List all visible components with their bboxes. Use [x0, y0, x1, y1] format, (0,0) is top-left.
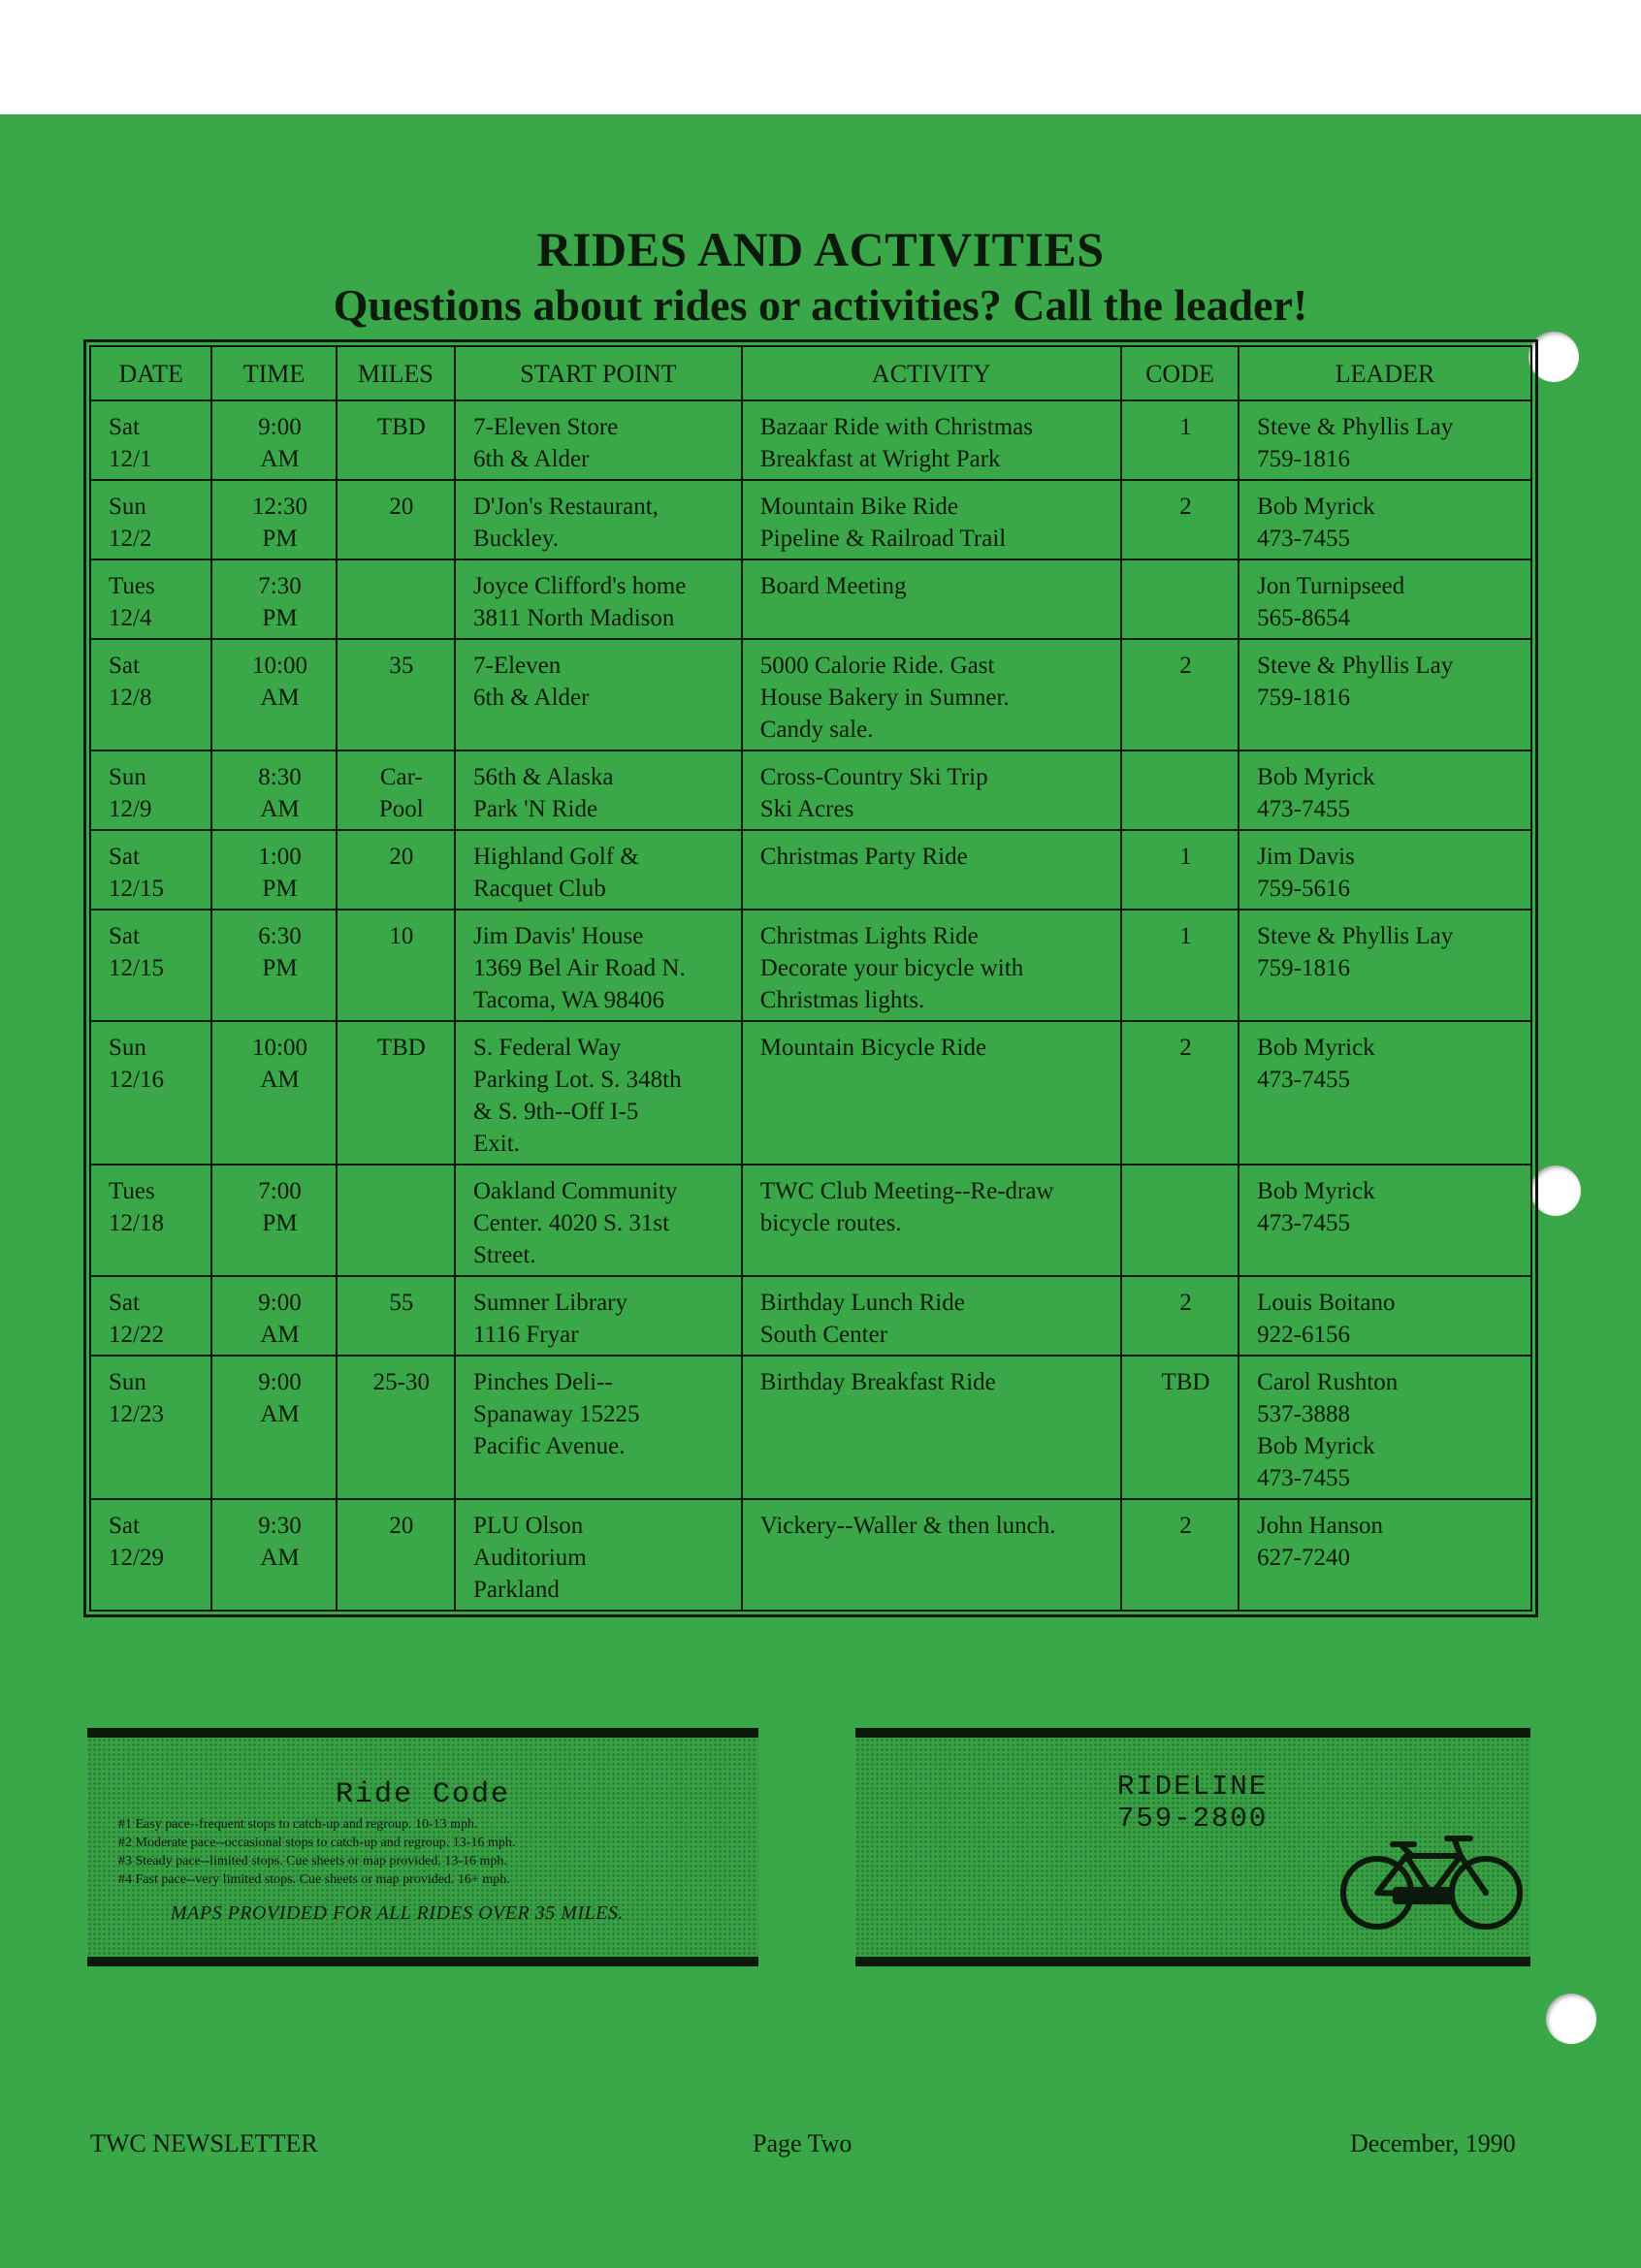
time-cell	[211, 751, 336, 830]
rideline-phone: 759-2800	[1117, 1803, 1269, 1835]
ride-miles: 20	[389, 494, 414, 520]
ride-start-point: 56th & Alaska Park 'N Ride	[473, 764, 614, 822]
ride-leader: Steve & Phyllis Lay 759-1816	[1257, 653, 1454, 711]
date-cell	[90, 751, 211, 830]
ride-time: 7:30	[258, 573, 302, 599]
time-cell	[211, 1356, 336, 1499]
ride-leader: Steve & Phyllis Lay 759-1816	[1257, 923, 1454, 981]
ride-date: 12/2	[109, 526, 152, 552]
activity-cell	[742, 1499, 1121, 1611]
ride-date: 12/9	[109, 796, 152, 822]
page-subtitle: Questions about rides or activities? Call the leader!	[333, 280, 1308, 330]
ride-time: 6:30	[258, 923, 302, 949]
ride-miles: 55	[389, 1290, 414, 1316]
leader-cell	[1239, 1021, 1531, 1165]
ride-activity: Christmas Party Ride	[759, 844, 968, 870]
time-cell	[211, 400, 336, 480]
ride-miles: TBD	[376, 414, 426, 440]
ride-code-item: #1 Easy pace--frequent stops to catch-up and regroup. 10-13 mph.	[118, 1817, 478, 1832]
date-cell	[90, 639, 211, 751]
ride-am-pm: AM	[260, 1401, 300, 1427]
ride-code: 2	[1179, 1290, 1192, 1316]
date-cell	[90, 910, 211, 1021]
miles-cell	[337, 830, 455, 910]
activity-cell	[742, 400, 1121, 480]
miles-cell	[337, 910, 455, 1021]
ride-date: 12/1	[109, 446, 152, 472]
ride-time: 10:00	[252, 1035, 307, 1061]
activity-cell	[742, 830, 1121, 910]
ride-time: 9:00	[258, 1369, 302, 1395]
activity-cell	[742, 480, 1121, 559]
ride-am-pm: PM	[262, 955, 298, 981]
ride-am-pm: AM	[260, 1545, 300, 1571]
ride-date: 12/16	[109, 1067, 164, 1093]
table-row	[90, 559, 1531, 639]
ride-time: 9:30	[258, 1513, 302, 1539]
rides-table	[89, 345, 1532, 1612]
start-point-cell	[455, 1276, 742, 1356]
ride-leader: Bob Myrick 473-7455	[1257, 1178, 1375, 1236]
ride-activity: Christmas Lights Ride Decorate your bicycle with Christmas lights.	[759, 923, 1024, 1013]
leader-cell	[1239, 1356, 1531, 1499]
leader-cell	[1239, 400, 1531, 480]
code-cell	[1121, 830, 1239, 910]
ride-day: Sat	[109, 653, 140, 679]
ride-day: Sun	[109, 494, 146, 520]
ride-time: 10:00	[252, 653, 307, 679]
ride-start-point: 7-Eleven 6th & Alder	[473, 653, 590, 711]
code-cell	[1121, 1021, 1239, 1165]
activity-cell	[742, 559, 1121, 639]
ride-date: 12/18	[109, 1210, 164, 1236]
ride-activity: Board Meeting	[759, 573, 907, 599]
time-cell	[211, 830, 336, 910]
ride-day: Sat	[109, 414, 140, 440]
ride-day: Sat	[109, 923, 140, 949]
column-header-start-point: START POINT	[455, 346, 742, 400]
leader-cell	[1239, 1276, 1531, 1356]
activity-cell	[742, 1165, 1121, 1276]
ride-leader: Carol Rushton 537-3888 Bob Myrick 473-7455	[1257, 1369, 1399, 1491]
start-point-cell	[455, 1499, 742, 1611]
ride-code-list	[118, 1815, 515, 1889]
table-row	[90, 1021, 1531, 1165]
bicycle-icon	[1336, 1825, 1527, 1933]
activity-cell	[742, 639, 1121, 751]
date-cell	[90, 1276, 211, 1356]
ride-activity: 5000 Calorie Ride. Gast House Bakery in Sumner. Candy sale.	[759, 653, 1010, 743]
start-point-cell	[455, 1356, 742, 1499]
ride-am-pm: AM	[260, 446, 300, 472]
table-row	[90, 400, 1531, 480]
ride-time: 9:00	[258, 414, 302, 440]
rides-table-body	[90, 400, 1531, 1611]
date-cell	[90, 1499, 211, 1611]
table-row	[90, 1165, 1531, 1276]
ride-am-pm: AM	[260, 1067, 300, 1093]
miles-cell	[337, 1499, 455, 1611]
ride-code-title: Ride Code	[335, 1778, 511, 1811]
ride-leader: Steve & Phyllis Lay 759-1816	[1257, 414, 1454, 472]
table-row	[90, 830, 1531, 910]
code-cell	[1121, 1276, 1239, 1356]
column-header-activity: ACTIVITY	[742, 346, 1121, 400]
ride-date: 12/15	[109, 955, 164, 981]
time-cell	[211, 910, 336, 1021]
footer-newsletter-name: TWC NEWSLETTER	[90, 2129, 318, 2157]
miles-cell	[337, 1276, 455, 1356]
time-cell	[211, 1499, 336, 1611]
miles-cell	[337, 639, 455, 751]
ride-start-point: S. Federal Way Parking Lot. S. 348th & S. 9th--Off I-5 Exit.	[473, 1035, 682, 1157]
ride-date: 12/4	[109, 605, 152, 631]
ride-code-box	[87, 1728, 758, 1966]
table-row	[90, 1356, 1531, 1499]
ride-time: 7:00	[258, 1178, 302, 1204]
date-cell	[90, 1021, 211, 1165]
miles-cell	[337, 1356, 455, 1499]
ride-am-pm: AM	[260, 796, 300, 822]
ride-am-pm: PM	[262, 526, 298, 552]
ride-time: 1:00	[258, 844, 302, 870]
date-cell	[90, 1356, 211, 1499]
date-cell	[90, 1165, 211, 1276]
leader-cell	[1239, 559, 1531, 639]
rideline-label: RIDELINE	[1117, 1771, 1269, 1803]
miles-cell	[337, 559, 455, 639]
rides-table-frame	[83, 339, 1538, 1617]
ride-am-pm: PM	[262, 876, 298, 902]
ride-leader: Bob Myrick 473-7455	[1257, 494, 1375, 552]
code-cell	[1121, 1499, 1239, 1611]
ride-activity: Cross-Country Ski Trip Ski Acres	[759, 764, 988, 822]
activity-cell	[742, 910, 1121, 1021]
ride-leader: Bob Myrick 473-7455	[1257, 1035, 1375, 1093]
page-title: RIDES AND ACTIVITIES	[536, 222, 1105, 276]
start-point-cell	[455, 1165, 742, 1276]
code-cell	[1121, 559, 1239, 639]
start-point-cell	[455, 830, 742, 910]
ride-start-point: Pinches Deli-- Spanaway 15225 Pacific Avenue.	[473, 1369, 640, 1459]
start-point-cell	[455, 910, 742, 1021]
leader-cell	[1239, 910, 1531, 1021]
ride-date: 12/23	[109, 1401, 164, 1427]
time-cell	[211, 1165, 336, 1276]
rideline-box	[855, 1728, 1530, 1966]
ride-day: Sun	[109, 764, 146, 790]
column-header-leader: LEADER	[1239, 346, 1531, 400]
ride-time: 12:30	[252, 494, 307, 520]
ride-start-point: Oakland Community Center. 4020 S. 31st Street.	[473, 1178, 678, 1268]
date-cell	[90, 830, 211, 910]
ride-start-point: Sumner Library 1116 Fryar	[473, 1290, 627, 1348]
ride-code-item: #3 Steady pace--limited stops. Cue sheets or map provided. 13-16 mph.	[118, 1854, 507, 1869]
ride-time: 8:30	[258, 764, 302, 790]
ride-start-point: 7-Eleven Store 6th & Alder	[473, 414, 619, 472]
ride-start-point: Jim Davis' House 1369 Bel Air Road N. Tacoma, WA 98406	[473, 923, 686, 1013]
ride-code: 2	[1179, 494, 1192, 520]
column-header-date: DATE	[90, 346, 211, 400]
table-row	[90, 751, 1531, 830]
leader-cell	[1239, 480, 1531, 559]
activity-cell	[742, 1276, 1121, 1356]
ride-date: 12/15	[109, 876, 164, 902]
start-point-cell	[455, 559, 742, 639]
start-point-cell	[455, 480, 742, 559]
ride-start-point: Joyce Clifford's home 3811 North Madison	[473, 573, 687, 631]
ride-day: Tues	[109, 1178, 155, 1204]
ride-activity: TWC Club Meeting--Re-draw bicycle routes.	[759, 1178, 1054, 1236]
ride-code: 2	[1179, 653, 1192, 679]
table-row	[90, 1499, 1531, 1611]
time-cell	[211, 559, 336, 639]
ride-activity: Birthday Breakfast Ride	[759, 1369, 996, 1395]
ride-start-point: D'Jon's Restaurant, Buckley.	[473, 494, 659, 552]
start-point-cell	[455, 639, 742, 751]
footer-date: December, 1990	[1350, 2129, 1516, 2157]
code-cell	[1121, 1165, 1239, 1276]
ride-activity: Bazaar Ride with Christmas Breakfast at Wright Park	[759, 414, 1033, 472]
code-cell	[1121, 1356, 1239, 1499]
date-cell	[90, 480, 211, 559]
date-cell	[90, 559, 211, 639]
start-point-cell	[455, 751, 742, 830]
miles-cell	[337, 1165, 455, 1276]
activity-cell	[742, 1021, 1121, 1165]
ride-leader: Jim Davis 759-5616	[1257, 844, 1355, 902]
ride-leader: John Hanson 627-7240	[1257, 1513, 1383, 1571]
ride-am-pm: PM	[262, 1210, 298, 1236]
ride-miles: 20	[389, 844, 414, 870]
ride-miles: 10	[389, 923, 414, 949]
time-cell	[211, 1021, 336, 1165]
ride-miles: 35	[389, 653, 414, 679]
ride-leader: Louis Boitano 922-6156	[1257, 1290, 1396, 1348]
miles-cell	[337, 1021, 455, 1165]
ride-day: Sat	[109, 1290, 140, 1316]
start-point-cell	[455, 1021, 742, 1165]
table-row	[90, 910, 1531, 1021]
ride-miles: 20	[389, 1513, 414, 1539]
miles-cell	[337, 480, 455, 559]
table-row	[90, 480, 1531, 559]
ride-day: Sun	[109, 1369, 146, 1395]
ride-activity: Birthday Lunch Ride South Center	[759, 1290, 965, 1348]
table-row	[90, 1276, 1531, 1356]
ride-activity: Mountain Bicycle Ride	[759, 1035, 987, 1061]
start-point-cell	[455, 400, 742, 480]
leader-cell	[1239, 1499, 1531, 1611]
ride-am-pm: AM	[260, 685, 300, 711]
time-cell	[211, 639, 336, 751]
time-cell	[211, 480, 336, 559]
leader-cell	[1239, 830, 1531, 910]
ride-code: 2	[1179, 1035, 1192, 1061]
column-header-miles: MILES	[337, 346, 455, 400]
ride-day: Sat	[109, 844, 140, 870]
leader-cell	[1239, 639, 1531, 751]
miles-cell	[337, 751, 455, 830]
footer-page-number: Page Two	[753, 2129, 853, 2157]
ride-code: 1	[1179, 844, 1192, 870]
ride-time: 9:00	[258, 1290, 302, 1316]
ride-leader: Bob Myrick 473-7455	[1257, 764, 1375, 822]
ride-code: 2	[1179, 1513, 1192, 1539]
code-cell	[1121, 751, 1239, 830]
ride-code: 1	[1179, 923, 1192, 949]
ride-activity: Vickery--Waller & then lunch.	[759, 1513, 1056, 1539]
ride-day: Sun	[109, 1035, 146, 1061]
ride-code: 1	[1179, 414, 1192, 440]
ride-miles: Car- Pool	[378, 764, 424, 822]
ride-date: 12/22	[109, 1322, 164, 1348]
code-cell	[1121, 480, 1239, 559]
ride-code-item: #4 Fast pace--very limited stops. Cue sheets or map provided. 16+ mph.	[118, 1872, 510, 1887]
leader-cell	[1239, 1165, 1531, 1276]
ride-day: Tues	[109, 573, 155, 599]
ride-am-pm: AM	[260, 1322, 300, 1348]
ride-miles: 25-30	[372, 1369, 430, 1395]
leader-cell	[1239, 751, 1531, 830]
rideline-text	[1117, 1771, 1268, 1835]
code-cell	[1121, 639, 1239, 751]
ride-activity: Mountain Bike Ride Pipeline & Railroad Trail	[759, 494, 1007, 552]
activity-cell	[742, 1356, 1121, 1499]
miles-cell	[337, 400, 455, 480]
code-cell	[1121, 400, 1239, 480]
punch-hole-bottom	[1546, 1994, 1596, 2044]
ride-am-pm: PM	[262, 605, 298, 631]
ride-day: Sat	[109, 1513, 140, 1539]
column-header-time: TIME	[211, 346, 336, 400]
ride-leader: Jon Turnipseed 565-8654	[1257, 573, 1405, 631]
table-header-row	[90, 346, 1531, 400]
ride-code: TBD	[1161, 1369, 1210, 1395]
ride-date: 12/29	[109, 1545, 164, 1571]
activity-cell	[742, 751, 1121, 830]
date-cell	[90, 400, 211, 480]
ride-start-point: Highland Golf & Racquet Club	[473, 844, 639, 902]
ride-start-point: PLU Olson Auditorium Parkland	[473, 1513, 587, 1603]
ride-date: 12/8	[109, 685, 152, 711]
code-cell	[1121, 910, 1239, 1021]
maps-note: MAPS PROVIDED FOR ALL RIDES OVER 35 MILES.	[171, 1902, 624, 1924]
ride-code-item: #2 Moderate pace--occasional stops to catch-up and regroup. 13-16 mph.	[118, 1836, 516, 1850]
time-cell	[211, 1276, 336, 1356]
ride-miles: TBD	[376, 1035, 426, 1061]
column-header-code: CODE	[1121, 346, 1239, 400]
table-row	[90, 639, 1531, 751]
